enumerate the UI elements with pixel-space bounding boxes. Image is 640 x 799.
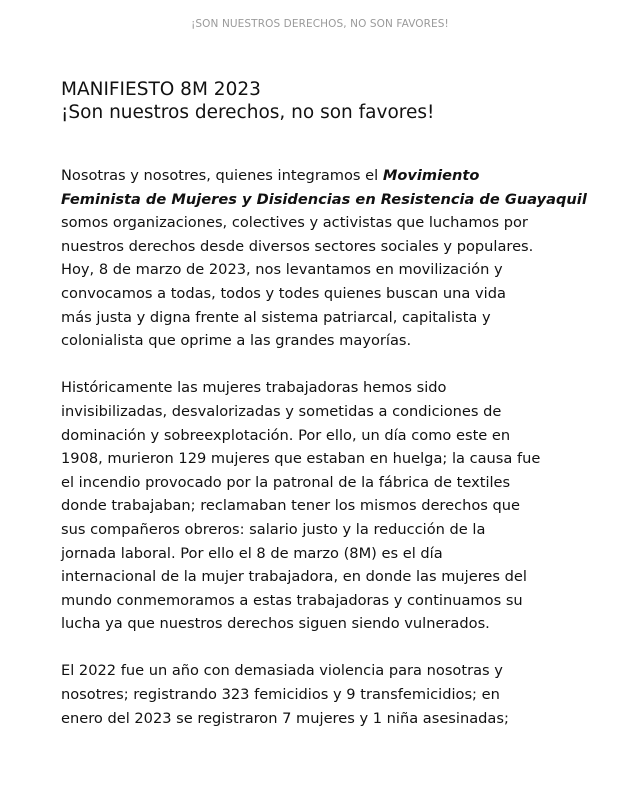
document-text <box>61 164 601 730</box>
emphasis-text: Movimiento <box>382 167 480 184</box>
paragraph-gap <box>61 636 601 660</box>
text-line: Históricamente las mujeres trabajadoras hemos sido <box>61 379 447 397</box>
document-body <box>61 78 601 730</box>
text-line: enero del 2023 se registraron 7 mujeres y 1 niña asesinadas; <box>61 709 509 727</box>
paragraph-gap <box>61 353 601 377</box>
text-line: dominación y sobreexplotación. Por ello, un día como este en <box>61 426 511 444</box>
text-line: mundo conmemoramos a estas trabajadoras y continuamos su <box>61 591 523 609</box>
running-header: ¡SON NUESTROS DERECHOS, NO SON FAVORES! <box>191 18 449 30</box>
emphasis-text: Feminista de Mujeres y Disidencias en Resistencia de Guayaquil <box>61 190 587 208</box>
text-line: jornada laboral. Por ello el 8 de marzo (8M) es el día <box>61 544 443 562</box>
text-line: lucha ya que nuestros derechos siguen siendo vulnerados. <box>61 615 490 633</box>
paragraph-1 <box>61 164 601 353</box>
text-line: colonialista que oprime a las grandes mayorías. <box>61 332 412 350</box>
text-line: convocamos a todas, todos y todes quienes buscan una vida <box>61 284 506 302</box>
document-subtitle: ¡Son nuestros derechos, no son favores! <box>61 102 435 123</box>
text-line: nuestros derechos desde diversos sectores sociales y populares. <box>61 237 534 255</box>
paragraph-3 <box>61 659 601 730</box>
text-line: 1908, murieron 129 mujeres que estaban en huelga; la causa fue <box>61 450 541 468</box>
text-line: El 2022 fue un año con demasiada violencia para nosotras y <box>61 662 503 680</box>
text-line: nosotres; registrando 323 femicidios y 9 transfemicidios; en <box>61 686 500 704</box>
paragraph-2 <box>61 376 601 636</box>
text-line <box>61 188 601 212</box>
text-line: más justa y digna frente al sistema patriarcal, capitalista y <box>61 308 491 326</box>
text-line <box>61 164 601 188</box>
text-line: el incendio provocado por la patronal de la fábrica de textiles <box>61 473 511 491</box>
text-line: internacional de la mujer trabajadora, en donde las mujeres del <box>61 568 527 586</box>
text-line: donde trabajaban; reclamaban tener los mismos derechos que <box>61 497 521 515</box>
document-title: MANIFIESTO 8M 2023 <box>61 79 261 100</box>
text-line: Hoy, 8 de marzo de 2023, nos levantamos en movilización y <box>61 261 503 279</box>
text-line: sus compañeros obreros: salario justo y la reducción de la <box>61 520 486 538</box>
text-line: invisibilizadas, desvalorizadas y sometidas a condiciones de <box>61 402 502 420</box>
text-line: somos organizaciones, colectives y activistas que luchamos por <box>61 214 528 232</box>
text-run: Nosotras y nosotres, quienes integramos el <box>61 167 383 184</box>
